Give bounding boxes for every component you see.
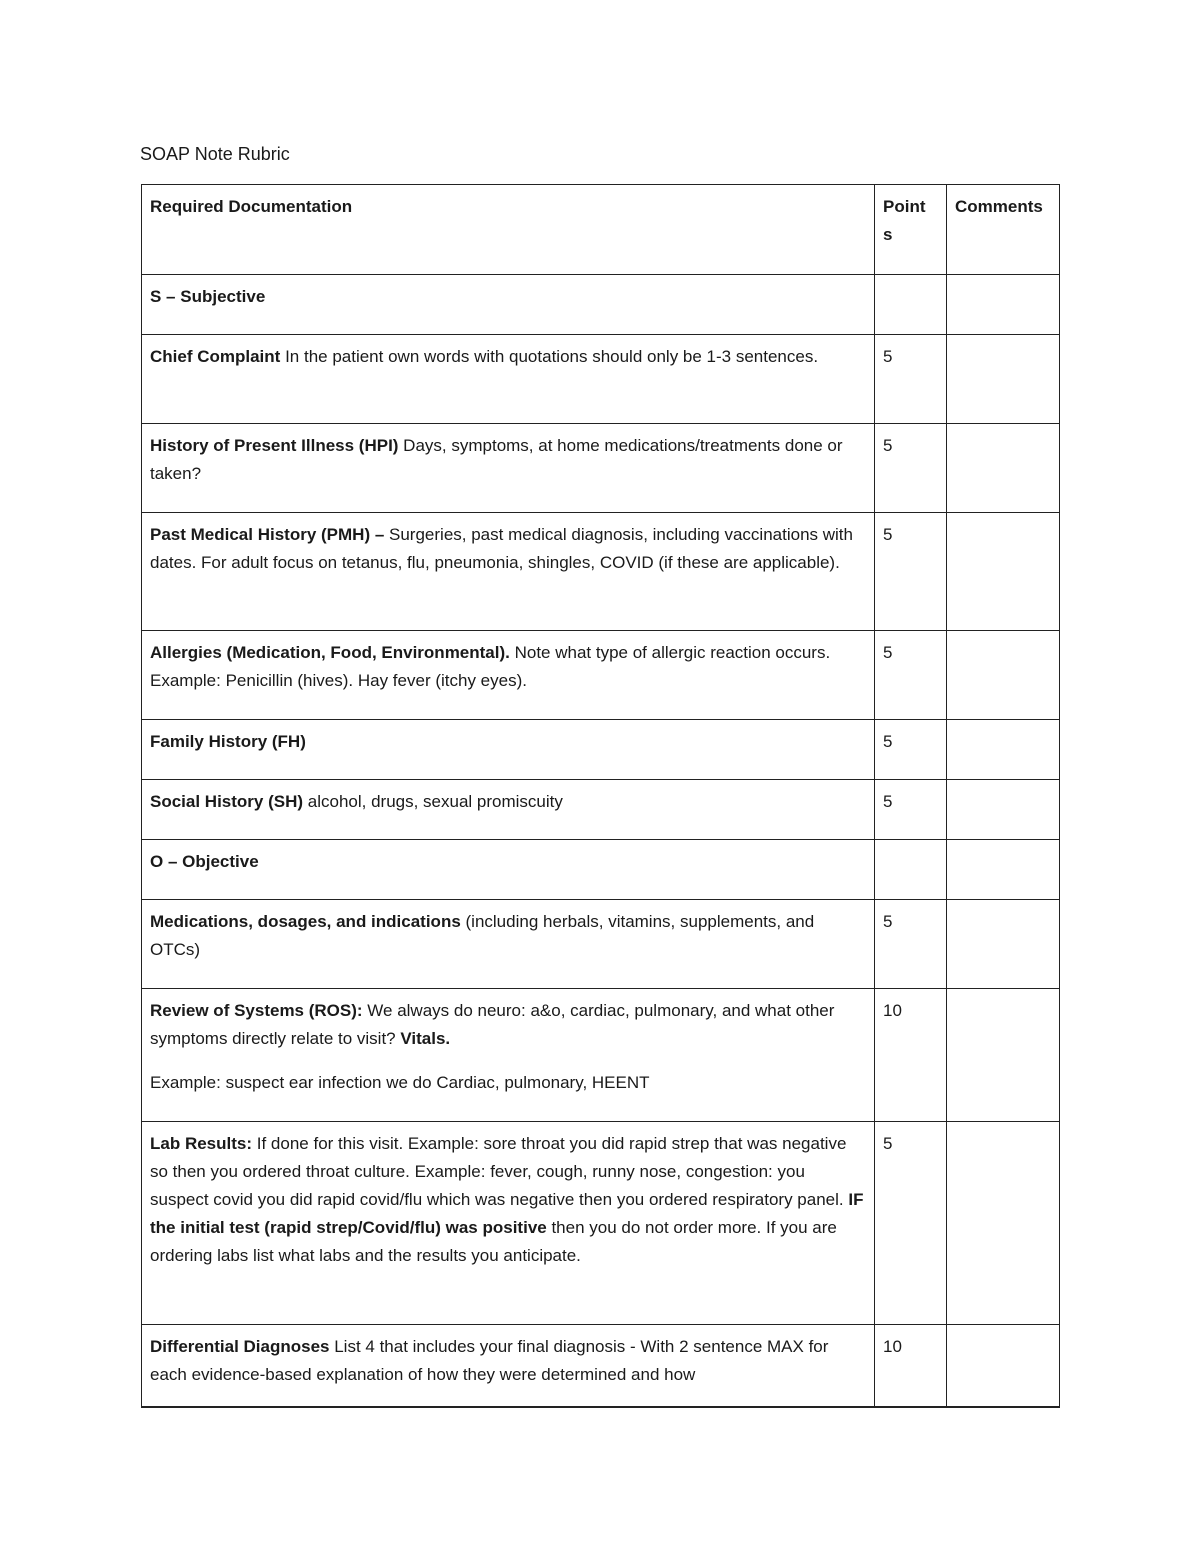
points-cell: 5 xyxy=(875,424,947,513)
criterion-text: We always do neuro: a&o, cardiac, pulmonary, and what other symptoms directly relate to visit? xyxy=(150,1001,835,1048)
points-cell: 5 xyxy=(875,900,947,989)
section-row-objective xyxy=(142,840,1060,900)
table-row xyxy=(142,720,1060,780)
document-title: SOAP Note Rubric xyxy=(140,144,290,164)
criterion-label: Review of Systems (ROS): xyxy=(150,1001,363,1020)
criterion-text: List 4 that includes your final diagnosis - With 2 sentence MAX for each evidence-based explanation of how they were determined and how xyxy=(150,1337,829,1384)
points-cell: 10 xyxy=(875,1325,947,1407)
table-row xyxy=(142,989,1060,1122)
criterion-text: Days, symptoms, at home medications/treatments done or taken? xyxy=(150,436,843,483)
rubric-table xyxy=(141,184,1060,1408)
header-documentation: Required Documentation xyxy=(142,185,875,275)
points-cell: 5 xyxy=(875,631,947,720)
section-label: S – Subjective xyxy=(150,287,266,306)
table-row xyxy=(142,424,1060,513)
vitals-label: Vitals. xyxy=(400,1029,451,1048)
table-row xyxy=(142,1122,1060,1325)
criterion-text: Note what type of allergic reaction occurs. Example: Penicillin (hives). Hay fever (itchy eyes). xyxy=(150,643,831,690)
comments-cell xyxy=(947,1122,1060,1325)
criterion-cell xyxy=(142,780,875,840)
header-row xyxy=(142,185,1060,275)
comments-cell xyxy=(947,900,1060,989)
criterion-text: Surgeries, past medical diagnosis, including vaccinations with dates. For adult focus on tetanus, flu, pneumonia, shingles, COVID (if these are applicable). xyxy=(150,525,853,572)
criterion-example: Example: suspect ear infection we do Cardiac, pulmonary, HEENT xyxy=(150,1073,650,1092)
criterion-cell xyxy=(142,335,875,424)
criterion-cell xyxy=(142,424,875,513)
criterion-label: Medications, dosages, and indications xyxy=(150,912,461,931)
points-cell: 5 xyxy=(875,720,947,780)
header-comments: Comments xyxy=(947,185,1060,275)
criterion-label: History of Present Illness (HPI) xyxy=(150,436,399,455)
criterion-label: Lab Results: xyxy=(150,1134,253,1153)
criterion-label: Chief Complaint xyxy=(150,347,281,366)
section-row-subjective xyxy=(142,275,1060,335)
points-cell xyxy=(875,275,947,335)
comments-cell xyxy=(947,720,1060,780)
points-cell: 5 xyxy=(875,513,947,631)
criterion-text: then you do not order more. If you are ordering labs list what labs and the results you anticipate. xyxy=(150,1218,837,1265)
section-title-subjective xyxy=(142,275,875,335)
points-cell: 10 xyxy=(875,989,947,1122)
criterion-cell xyxy=(142,900,875,989)
criterion-cell xyxy=(142,631,875,720)
comments-cell xyxy=(947,840,1060,900)
points-cell: 5 xyxy=(875,780,947,840)
criterion-cell xyxy=(142,513,875,631)
comments-cell xyxy=(947,989,1060,1122)
criterion-text: In the patient own words with quotations should only be 1-3 sentences. xyxy=(280,347,819,366)
points-cell: 5 xyxy=(875,335,947,424)
comments-cell xyxy=(947,780,1060,840)
comments-cell xyxy=(947,513,1060,631)
criterion-text: alcohol, drugs, sexual promiscuity xyxy=(303,792,563,811)
comments-cell xyxy=(947,335,1060,424)
points-cell xyxy=(875,840,947,900)
criterion-cell xyxy=(142,720,875,780)
comments-cell xyxy=(947,1325,1060,1407)
criterion-label: Differential Diagnoses xyxy=(150,1337,330,1356)
table-row xyxy=(142,1325,1060,1407)
comments-cell xyxy=(947,275,1060,335)
criterion-label: Allergies (Medication, Food, Environmental). xyxy=(150,643,510,662)
table-row xyxy=(142,513,1060,631)
criterion-text: (including herbals, vitamins, supplements, and OTCs) xyxy=(150,912,815,959)
criterion-label: Social History (SH) xyxy=(150,792,304,811)
table-row xyxy=(142,335,1060,424)
points-cell: 5 xyxy=(875,1122,947,1325)
comments-cell xyxy=(947,631,1060,720)
criterion-label: Family History (FH) xyxy=(150,732,306,751)
table-row xyxy=(142,900,1060,989)
header-points: Point s xyxy=(875,185,947,275)
criterion-cell xyxy=(142,989,875,1122)
criterion-label: Past Medical History (PMH) – xyxy=(150,525,390,544)
criterion-text: If done for this visit. Example: sore throat you did rapid strep that was negative so then you ordered throat culture. Example: fever, cough, runny nose, congestion: you suspect covid you did rapid covid/flu which was negative then you ordered respiratory panel. xyxy=(150,1134,849,1209)
table-row xyxy=(142,631,1060,720)
comments-cell xyxy=(947,424,1060,513)
section-title-objective xyxy=(142,840,875,900)
criterion-emphasis: IF the initial test (rapid strep/Covid/flu) was positive xyxy=(150,1190,864,1237)
table-row xyxy=(142,780,1060,840)
criterion-cell xyxy=(142,1122,875,1325)
section-label: O – Objective xyxy=(150,852,259,871)
criterion-cell xyxy=(142,1325,875,1407)
